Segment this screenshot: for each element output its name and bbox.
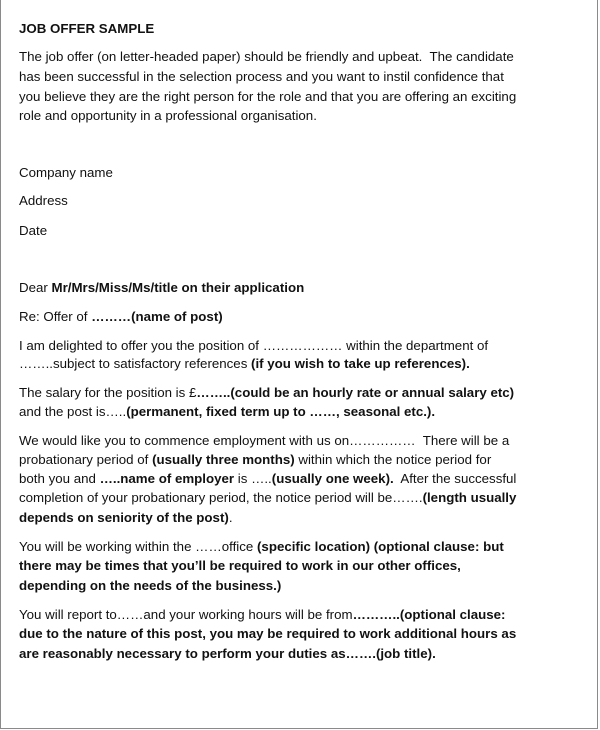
text: Address bbox=[19, 193, 68, 208]
text: Dear bbox=[19, 280, 52, 295]
bold-text: are reasonably necessary to perform your duties as…….(job title). bbox=[19, 646, 436, 661]
bold-text: there may be times that you’ll be required to work in our other offices, bbox=[19, 558, 461, 573]
location-paragraph-line bbox=[19, 578, 281, 594]
text: . bbox=[228, 510, 233, 525]
bold-text: depends on seniority of the post) bbox=[19, 510, 229, 525]
intro-line bbox=[19, 108, 317, 124]
intro-line bbox=[19, 69, 504, 85]
intro-line bbox=[19, 49, 514, 65]
text: Date bbox=[19, 223, 48, 238]
text: and the post is….. bbox=[19, 404, 127, 419]
document-title: JOB OFFER SAMPLE bbox=[19, 21, 155, 36]
text: within which the notice period for bbox=[294, 452, 492, 467]
position-paragraph-line bbox=[19, 338, 488, 354]
hours-paragraph-line bbox=[19, 626, 516, 642]
salary-paragraph-line bbox=[19, 404, 435, 420]
bold-text: ………(name of post) bbox=[91, 309, 223, 324]
bold-text: (usually one week). bbox=[271, 471, 394, 486]
bold-text: ……..(could be an hourly rate or annual salary etc) bbox=[196, 385, 515, 400]
probation-paragraph-line bbox=[19, 471, 516, 487]
company-name-line bbox=[19, 165, 113, 181]
text: We would like you to commence employment with us on…………… There will be a bbox=[19, 433, 510, 448]
text: After the successful bbox=[393, 471, 517, 486]
text: Company name bbox=[19, 165, 113, 180]
text: You will report to……and your working hours will be from bbox=[19, 607, 353, 622]
bold-text: (permanent, fixed term up to ……, seasonal etc.). bbox=[126, 404, 436, 419]
location-paragraph-line bbox=[19, 558, 461, 574]
bold-text: Mr/Mrs/Miss/Ms/title on their application bbox=[51, 280, 305, 295]
bold-text: due to the nature of this post, you may be required to work additional hours as bbox=[19, 626, 517, 641]
bold-text: (if you wish to take up references). bbox=[251, 356, 470, 371]
intro-line bbox=[19, 89, 516, 105]
text: you believe they are the right person for the role and that you are offering an exciting bbox=[19, 89, 517, 104]
hours-paragraph-line bbox=[19, 607, 506, 623]
probation-paragraph-line bbox=[19, 452, 491, 468]
text: Re: Offer of bbox=[19, 309, 92, 324]
text: role and opportunity in a professional organisation. bbox=[19, 108, 317, 123]
address-line bbox=[19, 193, 68, 209]
subject-line-line bbox=[19, 309, 223, 325]
position-paragraph-line bbox=[19, 356, 470, 372]
text: is ….. bbox=[234, 471, 272, 486]
salary-paragraph-line bbox=[19, 385, 514, 401]
text: You will be working within the ……office bbox=[19, 539, 257, 554]
bold-text: (length usually bbox=[422, 490, 517, 505]
bold-text: (specific location) (optional clause: but bbox=[257, 539, 504, 554]
text: both you and bbox=[19, 471, 100, 486]
text: has been successful in the selection process and you want to instil confidence that bbox=[19, 69, 504, 84]
bold-text: …..name of employer bbox=[99, 471, 235, 486]
text: The salary for the position is £ bbox=[19, 385, 197, 400]
text: probationary period of bbox=[19, 452, 153, 467]
text: completion of your probationary period, the notice period will be……. bbox=[19, 490, 423, 505]
bold-text: depending on the needs of the business.) bbox=[19, 578, 282, 593]
salutation-line bbox=[19, 280, 304, 296]
text: I am delighted to offer you the position of ……………… within the department of bbox=[19, 338, 489, 353]
date-line bbox=[19, 223, 47, 239]
text: ……..subject to satisfactory references bbox=[19, 356, 252, 371]
location-paragraph-line bbox=[19, 539, 504, 555]
hours-paragraph-line bbox=[19, 646, 436, 662]
text: The job offer (on letter-headed paper) should be friendly and upbeat. The candidate bbox=[19, 49, 514, 64]
probation-paragraph-line bbox=[19, 433, 509, 449]
bold-text: (usually three months) bbox=[152, 452, 295, 467]
probation-paragraph-line bbox=[19, 510, 233, 526]
bold-text: ………..(optional clause: bbox=[352, 607, 506, 622]
probation-paragraph-line bbox=[19, 490, 516, 506]
